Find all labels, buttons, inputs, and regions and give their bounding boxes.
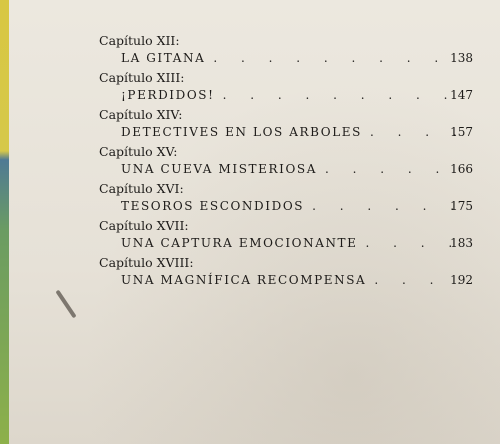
title-line	[121, 235, 459, 251]
page-number: 192	[450, 273, 473, 287]
chapter-title: UNA MAGNÍFICA RECOMPENSA	[121, 273, 367, 287]
page-number: 183	[450, 236, 473, 250]
title-line	[121, 161, 459, 177]
chapter-label: Capítulo XV:	[99, 144, 178, 159]
dot-leader	[223, 87, 459, 103]
chapter-label: Capítulo XIV:	[99, 107, 183, 122]
chapter-title: UNA CAPTURA EMOCIONANTE	[121, 236, 358, 250]
toc-entry	[99, 70, 473, 107]
toc-entry	[99, 33, 473, 70]
pencil-mark	[55, 290, 76, 319]
title-line	[121, 50, 459, 66]
chapter-label: Capítulo XVIII:	[99, 255, 194, 270]
chapter-label: Capítulo XVII:	[99, 218, 189, 233]
title-line	[121, 87, 459, 103]
book-cover-edge	[0, 0, 9, 444]
title-line	[121, 124, 459, 140]
dot-leader	[312, 198, 459, 214]
toc-entry	[99, 107, 473, 144]
toc-entry	[99, 255, 473, 292]
page-number: 166	[450, 162, 473, 176]
dot-leader	[325, 161, 459, 177]
chapter-title: UNA CUEVA MISTERIOSA	[121, 162, 317, 176]
toc-entry	[99, 181, 473, 218]
table-of-contents	[99, 33, 473, 292]
book-page	[9, 0, 500, 444]
chapter-label: Capítulo XIII:	[99, 70, 185, 85]
chapter-label: Capítulo XII:	[99, 33, 180, 48]
title-line	[121, 272, 459, 288]
page-number: 147	[450, 88, 473, 102]
dot-leader	[213, 50, 459, 66]
chapter-label: Capítulo XVI:	[99, 181, 184, 196]
title-line	[121, 198, 459, 214]
chapter-title: TESOROS ESCONDIDOS	[121, 199, 305, 213]
page-number: 138	[450, 51, 473, 65]
chapter-title: ¡PERDIDOS!	[121, 88, 215, 102]
chapter-title: DETECTIVES EN LOS ARBOLES	[121, 125, 362, 139]
toc-entry	[99, 218, 473, 255]
page-number: 157	[450, 125, 473, 139]
toc-entry	[99, 144, 473, 181]
chapter-title: LA GITANA	[121, 51, 206, 65]
page-number: 175	[450, 199, 473, 213]
